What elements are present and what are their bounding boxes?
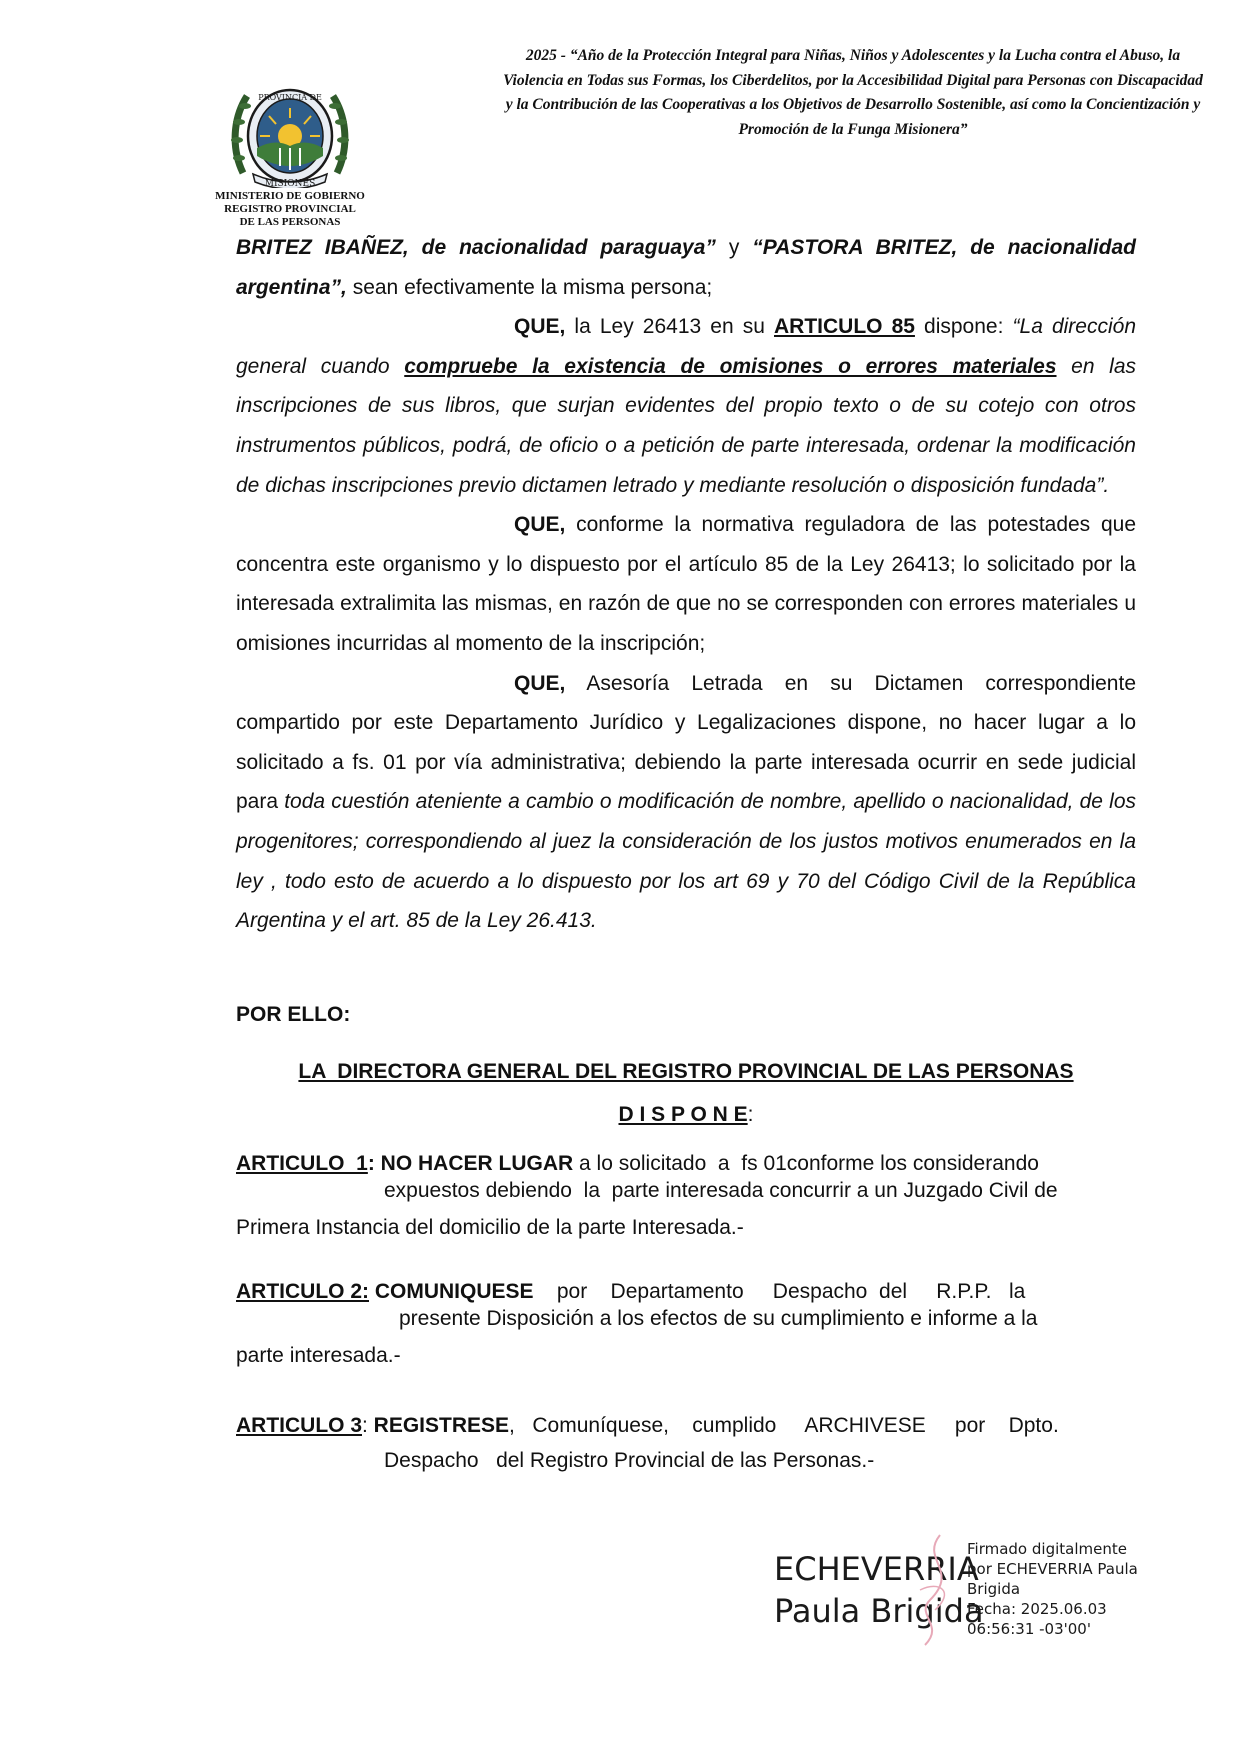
article-text: expuestos debiendo la parte interesada concurrir a un Juzgado Civil de: [384, 1179, 1058, 1202]
ministry-name: [200, 190, 380, 229]
seal-text-top: PROVINCIA DE: [258, 93, 322, 102]
signature-given-name: Paula Brigida: [774, 1592, 984, 1630]
quote-text: “La dirección general cuando: [236, 315, 1136, 378]
article-label: ARTICULO 1: [236, 1152, 368, 1175]
article-text: presente Disposición a los efectos de su cumplimiento e informe a la: [399, 1307, 1038, 1330]
que-label: QUE,: [514, 671, 566, 695]
paragraph-text: Asesoría Letrada en su Dictamen correspondiente compartido por este Departamento Jurídico y Legalizaciones dispone, no hacer lugar a lo solicitado a fs. 01 por vía administrativa; debiendo la parte interesada ocurrir en sede judicial para: [236, 671, 1136, 814]
signature-date: Fecha: 2025.06.03: [967, 1600, 1107, 1618]
article-sep: :: [367, 1152, 375, 1175]
article-action: COMUNIQUESE: [369, 1280, 534, 1303]
signature-time: 06:56:31 -03'00': [967, 1620, 1091, 1638]
article-action: NO HACER LUGAR: [374, 1152, 574, 1175]
paragraph-italic: toda cuestión ateniente a cambio o modificación de nombre, apellido o nacionalidad, de los progenitores; correspondiendo al juez la consideración de los justos motivos enumerados en la ley , todo esto de acuerdo a lo dispuesto por los art 69 y 70 del Código Civil de la República Argentina y el art. 85 de la Ley 26.413.: [236, 790, 1136, 933]
ministry-header: [200, 78, 380, 229]
document-body: [236, 228, 1136, 941]
conjunction: y: [715, 236, 753, 259]
signature-info-line: Brigida: [967, 1580, 1021, 1598]
que-label: QUE,: [514, 315, 566, 339]
article-3: [236, 1412, 1136, 1474]
articulo-85-ref: ARTICULO 85: [774, 315, 915, 339]
name-argentina: “PASTORA BRITEZ, de nacionalidad argentina”,: [236, 236, 1136, 299]
paragraph-que-asesoria: [236, 664, 1136, 941]
que-label: QUE,: [514, 513, 566, 537]
provincial-seal-icon: [225, 78, 355, 188]
article-text: Primera Instancia del domicilio de la parte Interesada.-: [236, 1216, 744, 1239]
paragraph-text: sean efectivamente la misma persona;: [346, 275, 713, 299]
ministry-line: MINISTERIO DE GOBIERNO: [215, 190, 365, 202]
dispone-heading: [236, 1103, 1136, 1127]
signature-surname: ECHEVERRIA: [774, 1550, 979, 1588]
article-action: REGISTRESE: [367, 1414, 510, 1437]
article-sep: :: [362, 1414, 368, 1437]
quote-text: en las inscripciones de sus libros, que surjan evidentes del propio texto o de su cotejo con otros instrumentos públicos, podrá, de oficio o a petición de parte interesada, ordenar la modificación de dichas inscripciones previo dictamen letrado y mediante resolución o disposición fundada”.: [236, 354, 1137, 497]
paragraph-text: conforme la normativa reguladora de las potestades que concentra este organismo y lo dispuesto por el artículo 85 de la Ley 26413; lo solicitado por la interesada extralimita las mismas, en razón de que no se corresponden con errores materiales u omisiones incurridas al momento de la inscripción;: [236, 513, 1136, 655]
seal-text-bottom: MISIONES: [264, 179, 316, 188]
por-ello-heading: POR ELLO:: [236, 1003, 351, 1026]
signature-info-line: por ECHEVERRIA Paula: [967, 1560, 1138, 1578]
article-label: ARTICULO 3: [236, 1414, 362, 1437]
signature-info-line: Firmado digitalmente: [967, 1540, 1127, 1558]
paragraph-text: la Ley 26413 en su: [565, 315, 774, 339]
article-text: por Departamento Despacho del R.P.P. la: [533, 1280, 1026, 1303]
article-text: parte interesada.-: [236, 1344, 401, 1367]
article-text: a lo solicitado a fs 01conforme los considerando: [573, 1152, 1039, 1175]
dispone-colon: :: [747, 1103, 754, 1126]
paragraph-names: [236, 228, 1136, 307]
ministry-line: REGISTRO PROVINCIAL: [224, 203, 356, 215]
signature-details: [967, 1539, 1177, 1639]
article-2: [236, 1278, 1136, 1369]
paragraph-que-normativa: [236, 505, 1136, 663]
article-text: , Comuníquese, cumplido ARCHIVESE por Dpto.: [509, 1414, 1059, 1437]
quote-emphasis: compruebe la existencia de omisiones o errores materiales: [404, 354, 1057, 378]
ministry-line: DE LAS PERSONAS: [239, 216, 341, 228]
name-paraguaya: BRITEZ IBAÑEZ, de nacionalidad paraguaya”: [236, 236, 716, 259]
article-label: ARTICULO 2:: [236, 1280, 369, 1303]
article-1: [236, 1150, 1156, 1241]
article-text: Despacho del Registro Provincial de las Personas.-: [384, 1449, 875, 1472]
directora-heading: LA DIRECTORA GENERAL DEL REGISTRO PROVINCIAL DE LAS PERSONAS: [298, 1060, 1074, 1083]
paragraph-que-ley: [236, 307, 1136, 505]
paragraph-text: dispone:: [914, 315, 1013, 339]
dispone-word: D I S P O N E: [618, 1103, 748, 1126]
signature-scribble-icon: [900, 1530, 970, 1650]
year-motto: 2025 - “Año de la Protección Integral para Niñas, Niños y Adolescentes y la Lucha contra el Abuso, la Violencia en Todas sus Formas, los Ciberdelitos, por la Accesibilidad Digital para Personas con Discapacidad y la Contribución de las Cooperativas a los Objetivos de Desarrollo Sostenible, así como la Concientización y Promoción de la Funga Misionera”: [503, 47, 1203, 138]
